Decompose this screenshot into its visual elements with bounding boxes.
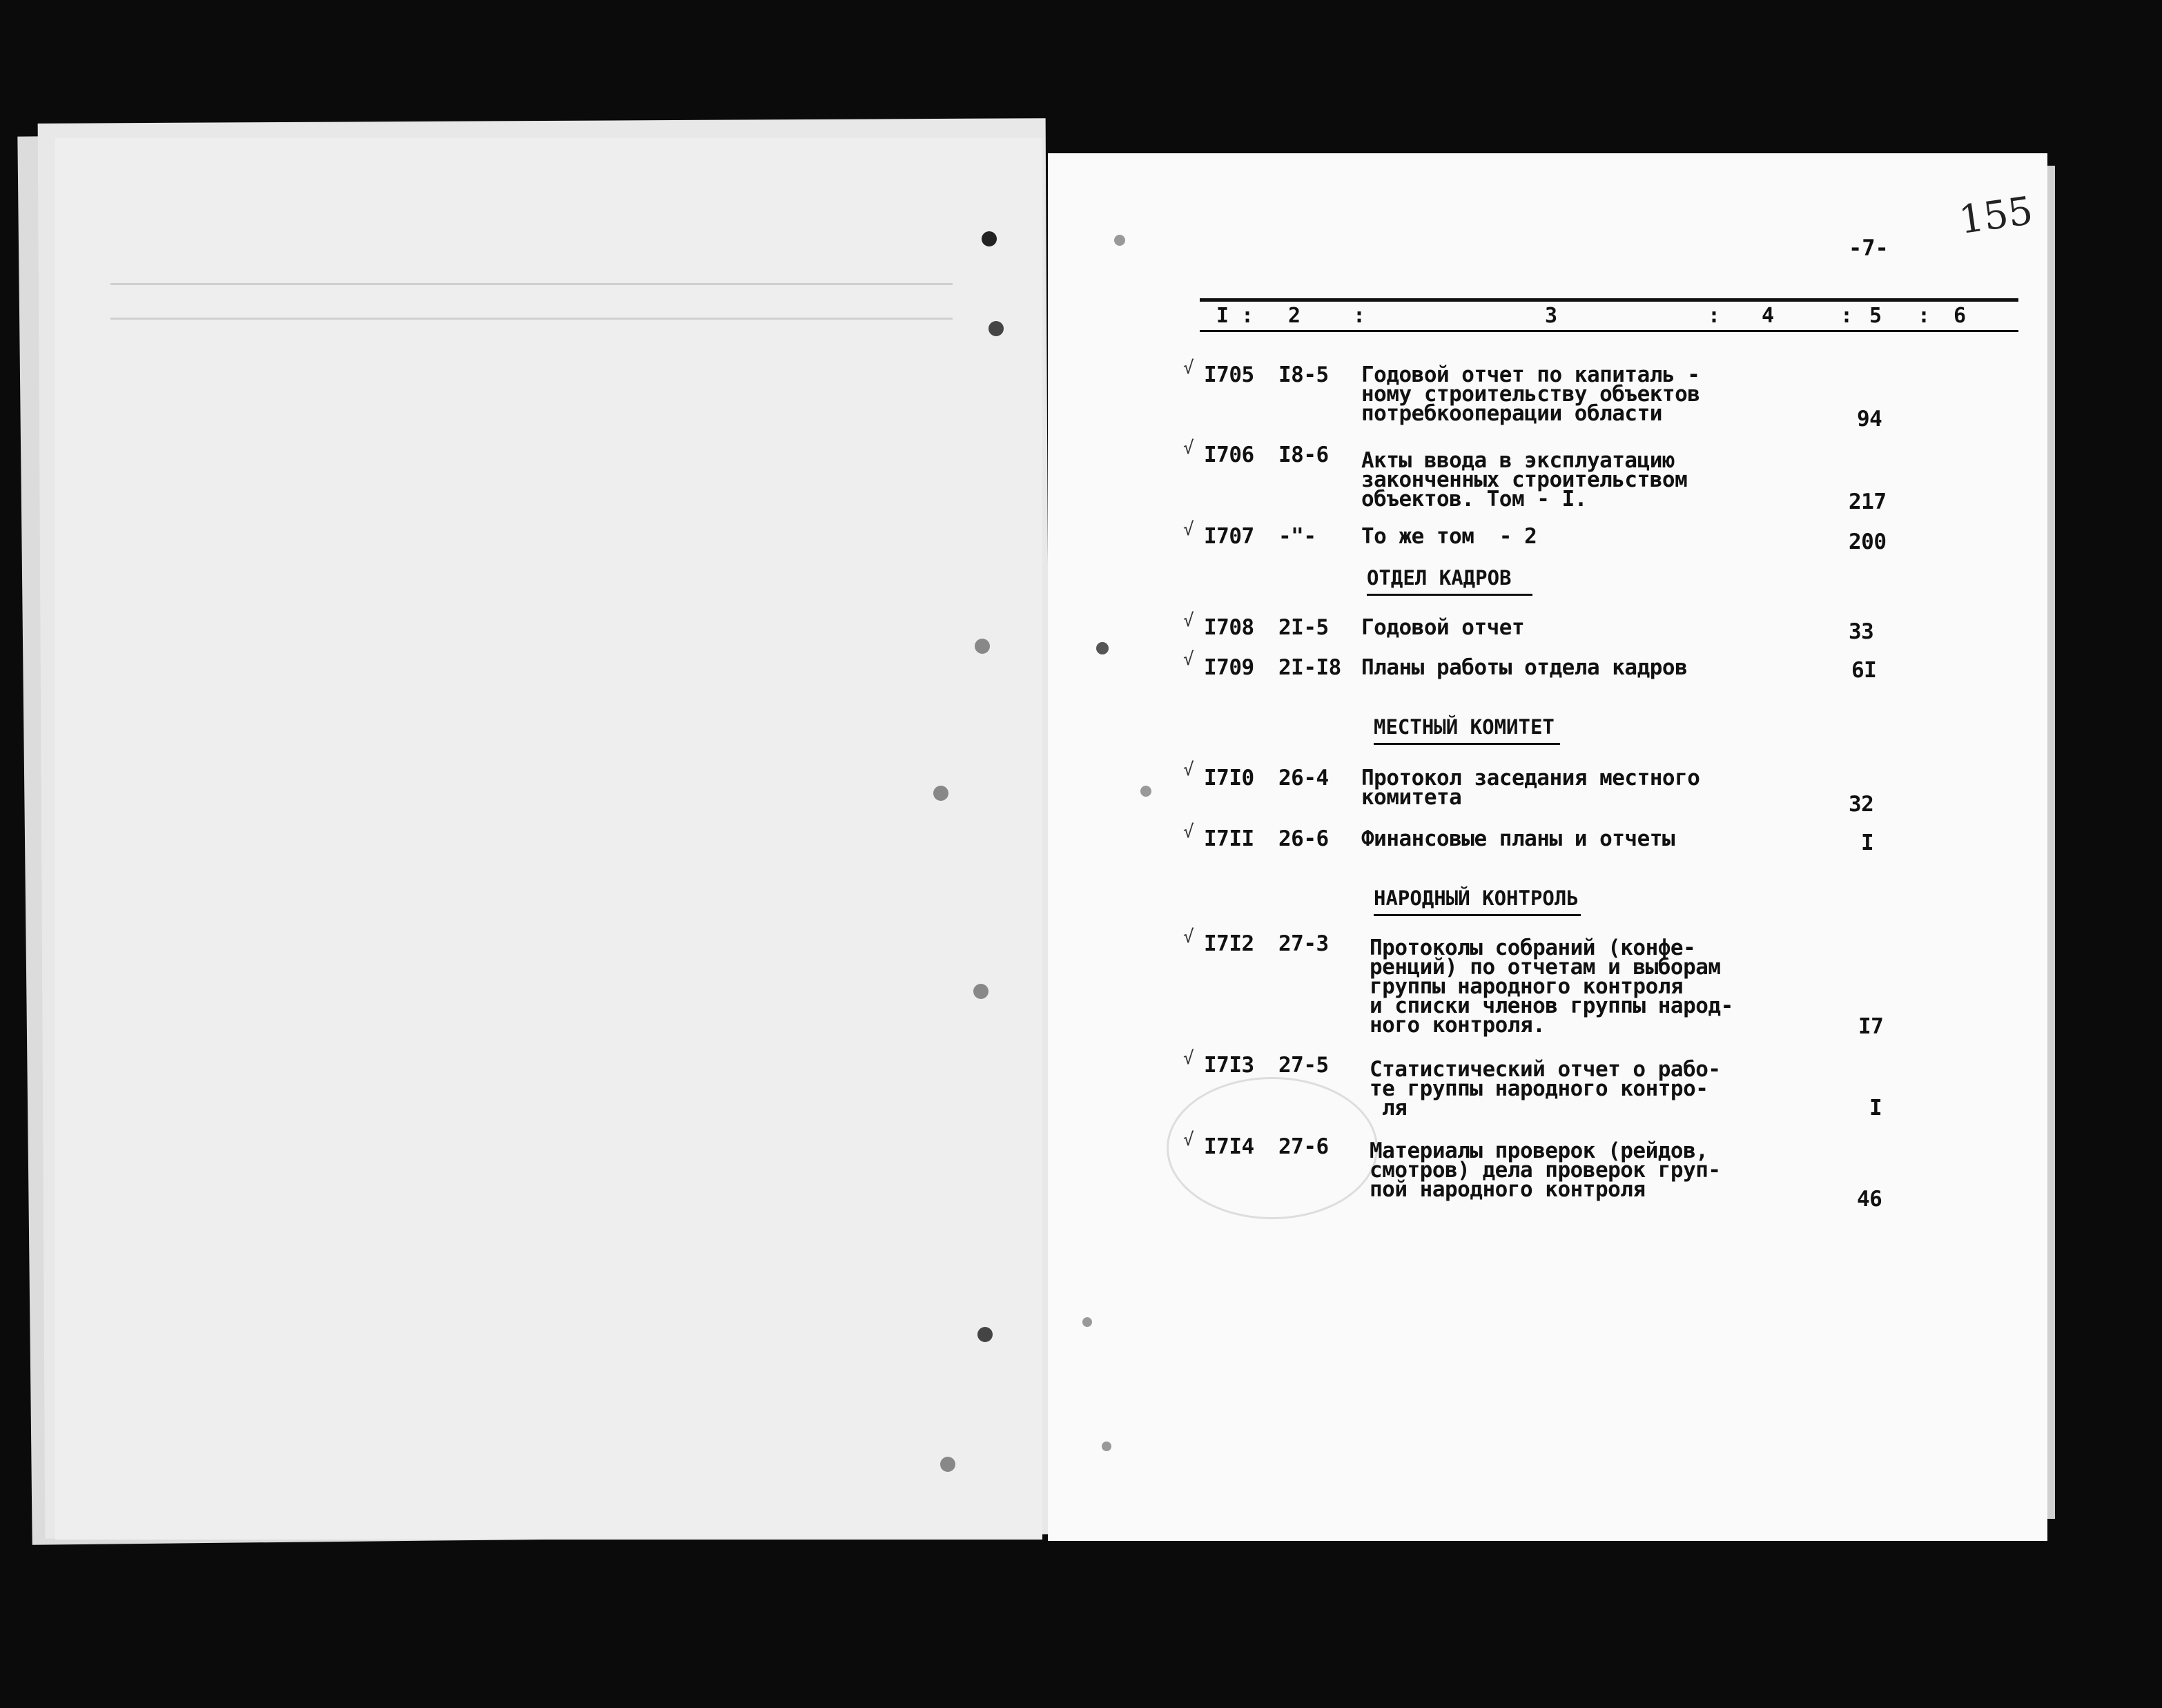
row-title-line: Материалы проверок (рейдов, [1370, 1138, 1708, 1163]
row-count: I [1869, 1096, 1882, 1120]
check-mark: √ [1183, 926, 1194, 947]
row-number: I706 [1204, 443, 1254, 467]
binding-hole [975, 639, 990, 654]
row-number: I705 [1204, 362, 1254, 387]
row-title-line: Планы работы отдела кадров [1361, 655, 1688, 680]
binding-hole [1140, 786, 1151, 797]
row-title-line: Финансовые планы и отчеты [1361, 826, 1675, 851]
row-title-line: законченных строительством [1361, 467, 1688, 492]
row-count: I [1861, 831, 1874, 855]
row-number: I707 [1204, 524, 1254, 549]
col-header-3: 3 [1545, 304, 1558, 328]
row-title-line: те группы народного контро- [1370, 1076, 1708, 1101]
row-title-line: ного контроля. [1370, 1013, 1546, 1038]
row-count: 32 [1849, 792, 1874, 817]
binding-hole [982, 231, 997, 246]
check-mark: √ [1183, 358, 1194, 378]
check-mark: √ [1183, 1129, 1194, 1150]
row-title-line: группы народного контроля [1370, 974, 1684, 999]
col-header-1: I [1216, 304, 1229, 328]
row-number: I708 [1204, 615, 1254, 640]
row-index: 26-4 [1278, 766, 1329, 790]
row-title-line: потребкооперации области [1361, 401, 1662, 426]
row-index: I8-6 [1278, 443, 1329, 467]
binding-hole [1114, 235, 1125, 246]
col-header-sep: : [1353, 304, 1366, 328]
header-bottom-rule [1200, 330, 2018, 332]
check-mark: √ [1183, 759, 1194, 780]
row-title-line: Годовой отчет [1361, 615, 1525, 640]
row-count: 94 [1857, 407, 1882, 431]
section-title-mestkom: МЕСТНЫЙ КОМИТЕТ [1374, 715, 1560, 745]
col-header-sep: : [1918, 304, 1931, 328]
section-title-narkontrol: НАРОДНЫЙ КОНТРОЛЬ [1374, 886, 1581, 916]
row-index: 27-6 [1278, 1134, 1329, 1159]
row-title-line: Акты ввода в эксплуатацию [1361, 448, 1675, 473]
row-index: 2I-5 [1278, 615, 1329, 640]
check-mark: √ [1183, 649, 1194, 670]
row-count: 217 [1849, 489, 1887, 514]
left-page-ghost-rule-2 [110, 318, 953, 320]
row-title-line: и списки членов группы народ- [1370, 993, 1733, 1018]
faded-stamp [1167, 1077, 1378, 1219]
binding-hole [973, 984, 989, 999]
binding-hole [940, 1457, 955, 1472]
row-title-line: пой народного контроля [1370, 1177, 1646, 1202]
row-index: I8-5 [1278, 362, 1329, 387]
check-mark: √ [1183, 519, 1194, 540]
col-header-2: 2 [1288, 304, 1301, 328]
binding-hole [933, 786, 948, 801]
header-top-rule [1200, 298, 2018, 302]
col-header-sep: : [1708, 304, 1721, 328]
col-header-5: 5 [1869, 304, 1882, 328]
row-title-line: объектов. Том - I. [1361, 487, 1587, 512]
check-mark: √ [1183, 610, 1194, 631]
row-title-line: Годовой отчет по капиталь - [1361, 362, 1700, 387]
binding-hole [977, 1327, 993, 1342]
binding-hole [1102, 1442, 1111, 1451]
row-title-line: То же том - 2 [1361, 524, 1537, 549]
binding-hole [989, 321, 1004, 336]
check-mark: √ [1183, 822, 1194, 842]
col-header-sep: : [1241, 304, 1254, 328]
left-page [55, 138, 1042, 1540]
row-number: I7I0 [1204, 766, 1254, 790]
col-header-6: 6 [1954, 304, 1967, 328]
row-count: 6I [1851, 658, 1877, 683]
row-title-line: смотров) дела проверок груп- [1370, 1158, 1721, 1183]
row-title-line: ля [1382, 1096, 1408, 1120]
page-number: -7- [1849, 235, 1889, 261]
binding-hole [1096, 642, 1109, 654]
binding-hole [1082, 1317, 1092, 1327]
col-header-sep: : [1840, 304, 1853, 328]
row-number: I7I2 [1204, 931, 1254, 956]
folio-number: 155 [1956, 188, 2036, 244]
row-number: I709 [1204, 655, 1254, 680]
row-title-line: комитета [1361, 785, 1462, 810]
row-title-line: ренций) по отчетам и выборам [1370, 955, 1721, 980]
row-title-line: Статистический отчет о рабо- [1370, 1057, 1721, 1082]
row-index: 2I-I8 [1278, 655, 1341, 680]
row-count: 200 [1849, 530, 1887, 554]
row-title-line: ному строительству объектов [1361, 382, 1700, 407]
left-page-ghost-rule [110, 283, 953, 285]
row-count: 46 [1857, 1187, 1882, 1212]
row-number: I7I3 [1204, 1053, 1254, 1078]
row-index: -"- [1278, 524, 1316, 549]
check-mark: √ [1183, 438, 1194, 458]
row-count: 33 [1849, 619, 1874, 644]
row-number: I7II [1204, 826, 1254, 851]
row-title-line: Протокол заседания местного [1361, 766, 1700, 790]
col-header-4: 4 [1762, 304, 1775, 328]
row-index: 27-5 [1278, 1053, 1329, 1078]
row-number: I7I4 [1204, 1134, 1254, 1159]
row-index: 27-3 [1278, 931, 1329, 956]
check-mark: √ [1183, 1048, 1194, 1069]
row-title-line: Протоколы собраний (конфе- [1370, 935, 1696, 960]
row-count: I7 [1858, 1014, 1884, 1039]
row-index: 26-6 [1278, 826, 1329, 851]
section-title-kadry: ОТДЕЛ КАДРОВ [1367, 566, 1532, 596]
